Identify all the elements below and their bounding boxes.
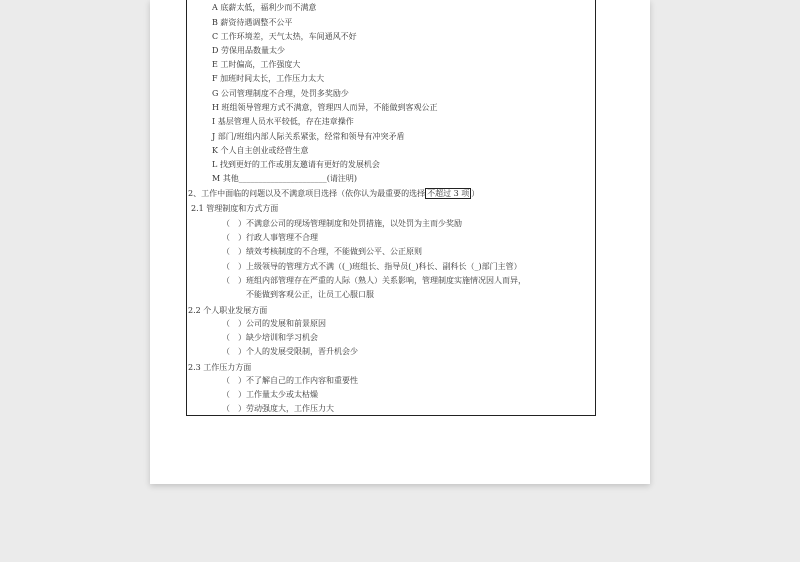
section-2-3-item: （ ）工作量太少或太枯燥 bbox=[222, 390, 318, 399]
reason-option-f: F 加班时间太长，工作压力太大 bbox=[212, 74, 325, 83]
section-2-1-item-continued: 不能做到客观公正，让员工心服口服 bbox=[222, 290, 374, 299]
section-2-3-title: 2.3 工作压力方面 bbox=[188, 363, 252, 372]
question-2-close: ） bbox=[471, 189, 480, 198]
section-2-1-item: （ ）行政人事管理不合理 bbox=[222, 233, 318, 242]
reason-option-c: C 工作环境差，天气太热，车间通风不好 bbox=[212, 32, 357, 41]
section-2-2-item: （ ）缺少培训和学习机会 bbox=[222, 333, 318, 342]
reason-option-m: M 其他______________________(请注明) bbox=[212, 174, 357, 183]
section-2-1-item: （ ）绩效考核制度的不合理，不能做到公平、公正原则 bbox=[222, 247, 422, 256]
section-2-1-item: （ ）上级领导的管理方式不满（(_)班组长、指导员(_)科长、副科长（_)部门主管） bbox=[222, 262, 522, 271]
reason-option-h: H 班组领导管理方式不满意，管理四人而异，不能做到客观公正 bbox=[212, 103, 438, 112]
question-2-limit-box: 不超过 3 项 bbox=[427, 189, 470, 198]
reason-option-g: G 公司管理制度不合理，处罚多奖励少 bbox=[212, 89, 349, 98]
section-2-1-item: （ ）不满意公司的现场管理制度和处罚措施，以处罚为主而少奖励 bbox=[222, 219, 462, 228]
reason-option-d: D 劳保用品数量太少 bbox=[212, 46, 285, 55]
reason-option-j: J 部门/班组内部人际关系紧张，经常和领导有冲突矛盾 bbox=[212, 132, 405, 141]
reason-option-l: L 找到更好的工作或朋友邀请有更好的发展机会 bbox=[212, 160, 380, 169]
reason-option-a: A 底薪太低，福利少而不满意 bbox=[212, 3, 317, 12]
question-2 bbox=[188, 188, 479, 200]
question-2-text: 2、工作中面临的问题以及不满意项目选择（依你认为最重要的选择 bbox=[188, 189, 426, 198]
section-2-3-item: （ ）不了解自己的工作内容和重要性 bbox=[222, 376, 358, 385]
section-2-2-title: 2.2 个人职业发展方面 bbox=[188, 306, 268, 315]
section-2-1-title: 2.1 管理制度和方式方面 bbox=[191, 204, 279, 213]
reason-option-k: K 个人自主创业或经营生意 bbox=[212, 146, 309, 155]
reason-option-i: I 基层管理人员水平较低，存在违章操作 bbox=[212, 117, 354, 126]
section-2-2-item: （ ）公司的发展和前景原因 bbox=[222, 319, 326, 328]
section-2-2-item: （ ）个人的发展受限制，晋升机会少 bbox=[222, 347, 358, 356]
reason-option-e: E 工时偏高，工作强度大 bbox=[212, 60, 301, 69]
reason-option-b: B 薪资待遇调整不公平 bbox=[212, 18, 293, 27]
section-2-3-item: （ ）劳动强度大，工作压力大 bbox=[222, 404, 334, 413]
section-2-1-item: （ ）班组内部管理存在严重的人际（熟人）关系影响，管理制度实施情况因人而异， bbox=[222, 276, 526, 285]
